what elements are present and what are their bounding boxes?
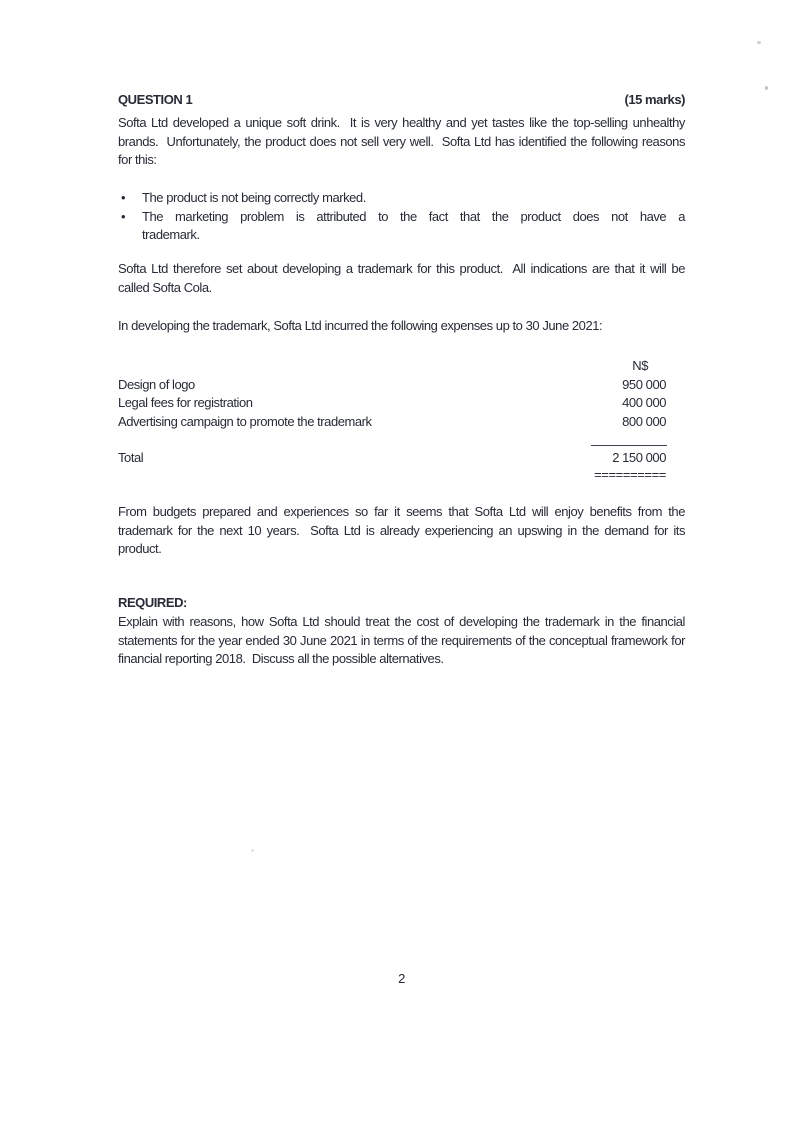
total-label: Total [118, 450, 144, 465]
expense-label: Advertising campaign to promote the trademark [118, 414, 372, 429]
trademark-plan-paragraph: Softa Ltd therefore set about developing a trademark for this product. All indications are that it will be called Softa Cola. [118, 261, 689, 295]
expenses-intro-paragraph: In developing the trademark, Softa Ltd incurred the following expenses up to 30 June 2021: [118, 318, 603, 333]
expense-amount: 800 000 [622, 414, 666, 429]
question-title: QUESTION 1 [118, 92, 193, 107]
expense-label: Legal fees for registration [118, 395, 253, 410]
required-paragraph: Explain with reasons, how Softa Ltd should treat the cost of developing the trademark in the financial statements for the year ended 30 June 2021 in terms of the requirements of the conceptual framework for financial reporting 2018. Discuss all the possible alternatives. [118, 614, 689, 667]
scan-artifact [757, 41, 761, 44]
currency-header: N$ [632, 358, 648, 373]
expense-row-advertising [118, 413, 666, 432]
intro-paragraph: Softa Ltd developed a unique soft drink. It is very healthy and yet tastes like the top-selling unhealthy brands. Unfortunately, the product does not sell very well. Softa Ltd has identified the following reasons for this: [118, 115, 689, 168]
scan-artifact [765, 86, 768, 90]
benefits-paragraph: From budgets prepared and experiences so far it seems that Softa Ltd will enjoy benefits from the trademark for the next 10 years. Softa Ltd is already experiencing an upswing in the demand for its product. [118, 504, 689, 557]
expense-label: Design of logo [118, 377, 195, 392]
bullet-item-trademark [118, 208, 685, 245]
total-row [118, 449, 666, 468]
bullet-text: The product is not being correctly marked. [142, 190, 366, 205]
required-label: REQUIRED: [118, 595, 187, 610]
bullet-icon: • [121, 190, 126, 205]
bullet-item-marking [118, 189, 685, 208]
bullet-list [118, 189, 685, 245]
bullet-icon: • [121, 208, 126, 224]
page-number: 2 [398, 971, 405, 986]
expense-row-legal [118, 394, 666, 413]
scan-artifact [251, 849, 254, 852]
expense-row-design [118, 376, 666, 395]
question-header [118, 91, 685, 110]
bullet-text-line: trademark. [142, 227, 200, 243]
bullet-text-line: The marketing problem is attributed to the fact that the product does not have a [142, 208, 685, 224]
bullet-text [142, 208, 685, 245]
total-double-underline: ========== [594, 467, 666, 482]
total-rule [591, 445, 667, 446]
question-marks: (15 marks) [624, 92, 685, 107]
expense-amount: 400 000 [622, 395, 666, 410]
page-content [118, 0, 689, 1122]
expense-amount: 950 000 [622, 377, 666, 392]
total-amount: 2 150 000 [612, 450, 666, 465]
